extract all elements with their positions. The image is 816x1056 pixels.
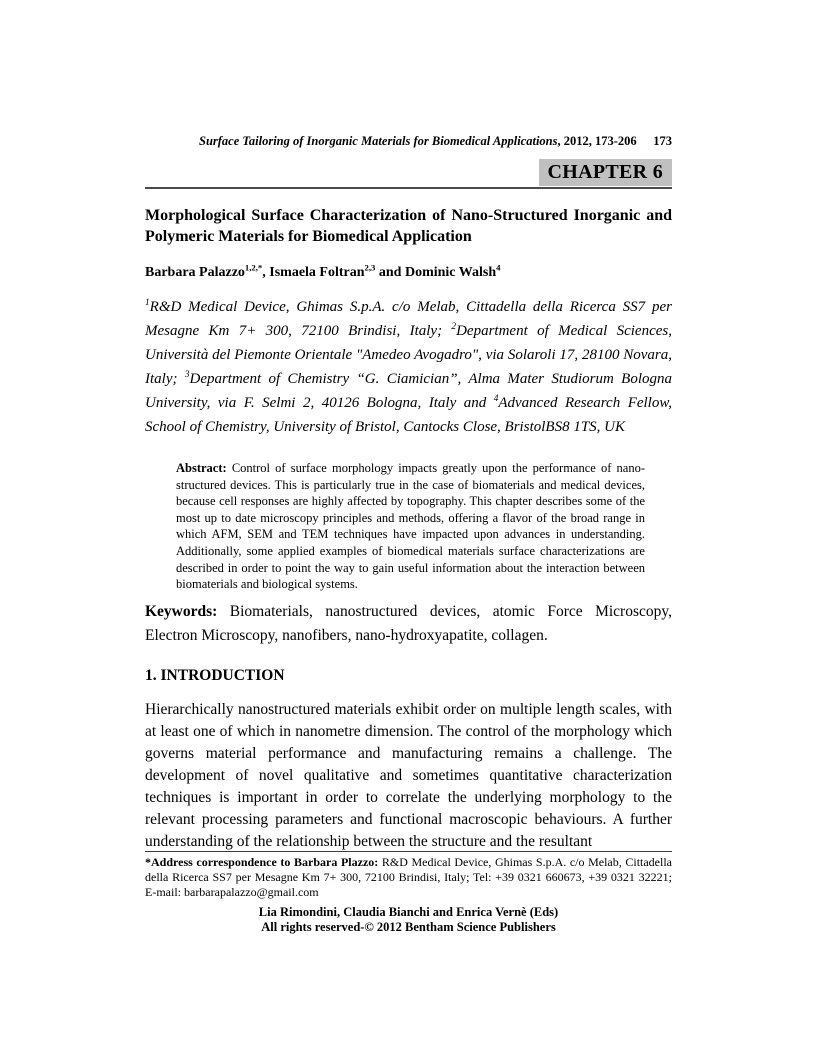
keywords-text: Biomaterials, nanostructured devices, atomic Force Microscopy, Electron Microscopy, nanofibers, nano-hydroxyapatite, collagen. — [145, 602, 672, 644]
page-content — [145, 134, 672, 853]
authors-line — [145, 264, 672, 281]
section-heading-introduction: 1. INTRODUCTION — [145, 666, 285, 684]
abstract-label: Abstract: — [176, 461, 227, 475]
author-affiliation-sup: 2,3 — [364, 262, 376, 273]
journal-reference-suffix: , 2012, 173-206 — [557, 134, 637, 148]
page-number: 173 — [653, 134, 672, 148]
affiliation-text: Advanced Research Fellow, School of Chemistry, University of Bristol, Cantocks Close, BristolBS8 1TS, UK — [145, 395, 672, 435]
footnote-label: *Address correspondence to Barbara Plazzo: — [145, 855, 379, 869]
affiliations — [145, 295, 672, 439]
chapter-label: CHAPTER 6 — [539, 159, 672, 186]
keywords-label: Keywords: — [145, 602, 218, 620]
footnote-text: R&D Medical Device, Ghimas S.p.A. c/o Melab, Cittadella della Ricerca SS7 per Mesagne Km 7+ 300, 72100 Brindisi, Italy; Tel: +39 0321 660673, +39 0321 32221; E-mail: barbarapalazzo@gmail.com — [145, 855, 673, 899]
imprint — [145, 905, 672, 934]
author-name: Barbara Palazzo — [145, 265, 245, 280]
rights-line: All rights reserved-© 2012 Bentham Science Publishers — [261, 919, 556, 934]
author-name: Ismaela Foltran — [269, 265, 365, 280]
affiliation-sup: 4 — [493, 394, 499, 404]
affiliation-sup: 3 — [184, 370, 190, 380]
abstract-text: Control of surface morphology impacts greatly upon the performance of nano-structured devices. This is particularly true in the case of biomaterials and medical devices, because cell responses are highly affected by topography. This chapter describes some of the most up to date microscopy principles and methods, offering a flavor of the broad range in which AFM, SEM and TEM techniques have impacted upon advances in understanding. Additionally, some applied examples of biomedical materials surface characterizations are described in order to point the way to gain useful information about the interaction between biomaterials and biological systems. — [176, 461, 645, 592]
author-name: Dominic Walsh — [404, 265, 497, 280]
affiliation-text: Department of Medical Sciences, Università del Piemonte Orientale "Amedeo Avogadro", via Solaroli 17, 28100 Novara, Italy; — [145, 323, 672, 387]
header-rule — [145, 187, 672, 189]
footnote-rule — [145, 851, 672, 852]
affiliation-sup: 1 — [145, 298, 150, 308]
author-separator: , — [262, 265, 270, 280]
author-affiliation-sup: 1,2,* — [244, 262, 263, 273]
author-affiliation-sup: 4 — [496, 262, 501, 273]
author-separator: and — [375, 265, 405, 280]
keywords — [145, 600, 672, 648]
running-head — [145, 134, 672, 149]
correspondence-footnote — [145, 855, 672, 900]
intro-paragraph: Hierarchically nanostructured materials exhibit order on multiple length scales, with at least one of which in nanometre dimension. The control of the morphology which governs material performance and manufacturing remains a challenge. The development of novel qualitative and sometimes quantitative characterization techniques is important in order to correlate the underlying morphology to the relevant processing parameters and functional macroscopic behaviours. A further understanding of the relationship between the structure and the resultant — [145, 700, 672, 850]
affiliation-text: R&D Medical Device, Ghimas S.p.A. c/o Melab, Cittadella della Ricerca SS7 per Mesagne Km 7+ 300, 72100 Brindisi, Italy; — [145, 299, 672, 339]
chapter-title: Morphological Surface Characterization of Nano-Structured Inorganic and Polymeric Materials for Biomedical Application — [145, 207, 672, 245]
affiliation-sup: 2 — [451, 322, 457, 332]
affiliation-text: Department of Chemistry “G. Ciamician”, Alma Mater Studiorum Bologna University, via F. Selmi 2, 40126 Bologna, Italy and — [145, 371, 673, 411]
abstract — [176, 460, 645, 593]
chapter-banner — [145, 159, 672, 186]
editors-line: Lia Rimondini, Claudia Bianchi and Enrica Vernè (Eds) — [258, 905, 559, 919]
journal-reference: Surface Tailoring of Inorganic Materials for Biomedical Applications — [199, 134, 558, 148]
footnote-block — [145, 851, 672, 934]
